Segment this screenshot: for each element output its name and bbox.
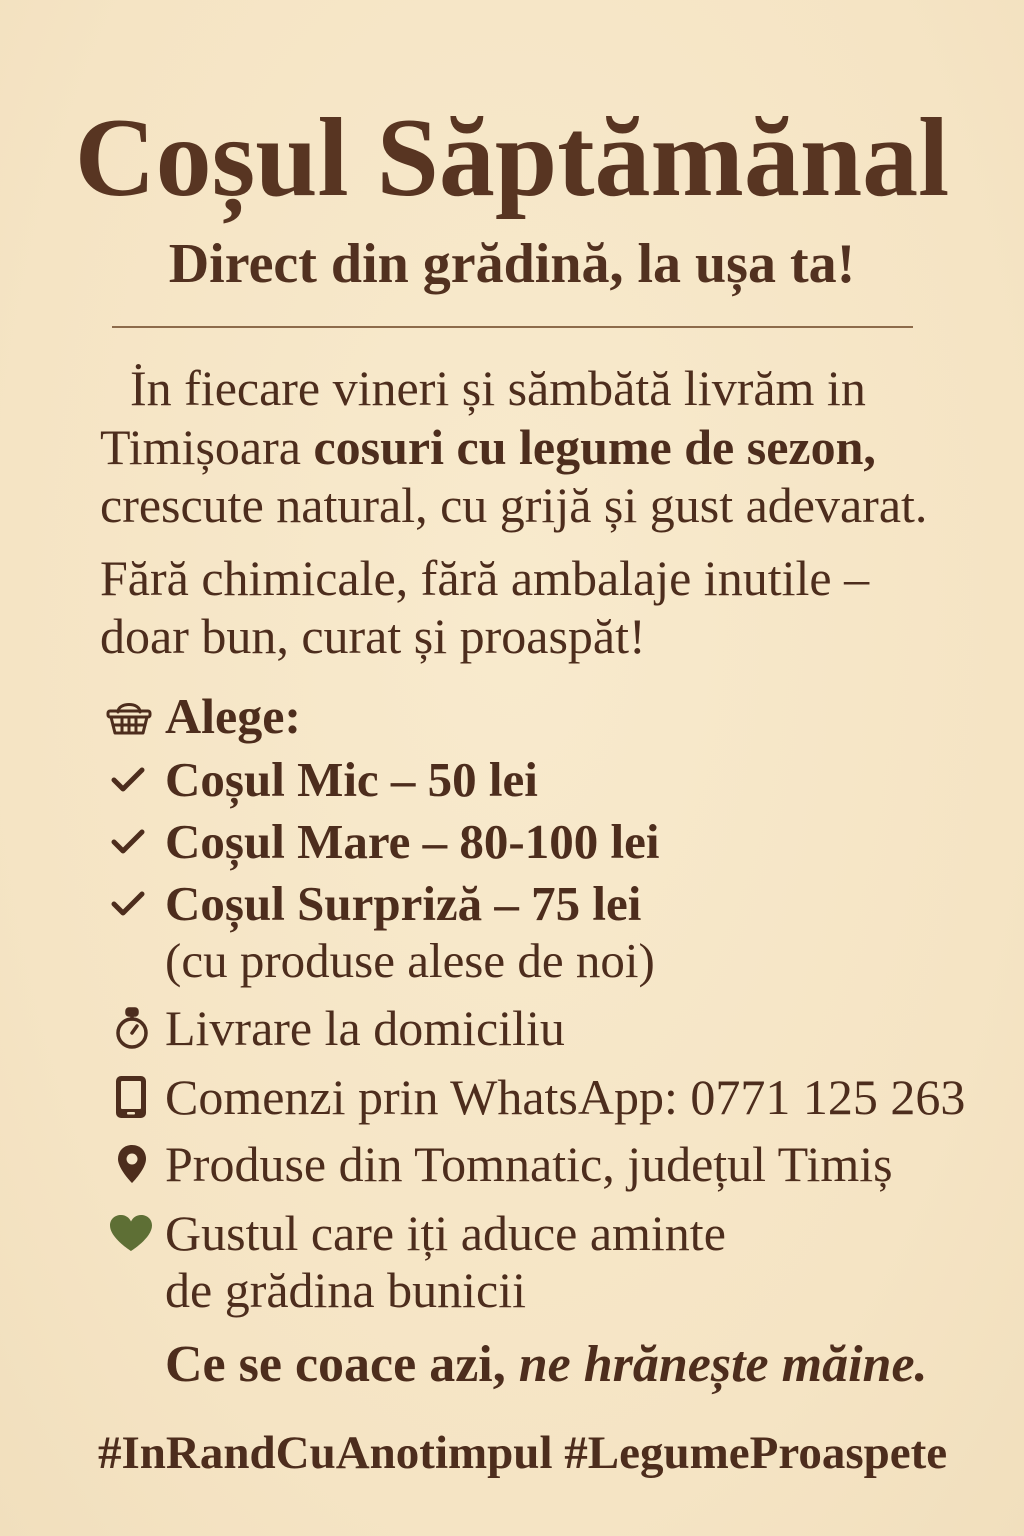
slogan: [165, 1336, 928, 1393]
intro-line-2: [100, 419, 876, 475]
location-pin-icon: [115, 1144, 149, 1184]
feature-taste-line-2: de grădina bunicii: [165, 1262, 526, 1318]
promise-line-1: Fără chimicale, fără ambalaje inutile –: [100, 550, 870, 606]
option-large-basket: Coșul Mare – 80-100 lei: [165, 814, 660, 869]
feature-taste-line-1: Gustul care iți aduce aminte: [165, 1205, 726, 1261]
intro-line-3: crescute natural, cu grijă și gust adevarat.: [100, 477, 928, 533]
option-surprise-basket: Coșul Surpriză – 75 lei: [165, 876, 642, 931]
page-title: Coșul Săptămănal: [74, 96, 950, 220]
option-small-basket: Coșul Mic – 50 lei: [165, 752, 538, 807]
page-subtitle: Direct din grădină, la ușa ta!: [168, 233, 856, 295]
checkmark-icon: [108, 825, 148, 857]
hashtags: #InRandCuAnotimpul #LegumeProaspete: [98, 1427, 948, 1479]
option-surprise-note: (cu produse alese de noi): [165, 933, 655, 988]
feature-origin: Produse din Tomnatic, județul Timiș: [165, 1136, 893, 1192]
feature-whatsapp-orders: Comenzi prin WhatsApp: 0771 125 263: [165, 1069, 966, 1125]
feature-delivery: Livrare la domiciliu: [165, 1000, 565, 1056]
slogan-emphasis: ne hrănește măine.: [518, 1336, 928, 1393]
intro-highlight: cosuri cu legume de sezon,: [313, 419, 876, 475]
intro-city: Timișoara: [100, 419, 314, 475]
checkmark-icon: [108, 763, 148, 795]
promise-line-2: doar bun, curat și proaspăt!: [100, 608, 646, 664]
options-heading: Alege:: [165, 688, 302, 744]
heart-icon: [108, 1213, 154, 1253]
intro-line-1: İn fiecare vineri și sămbătă livrăm in: [130, 360, 866, 416]
phone-icon: [115, 1075, 147, 1119]
slogan-start: Ce se coace azi,: [165, 1336, 519, 1393]
stopwatch-icon: [112, 1006, 152, 1050]
basket-icon: [104, 696, 154, 736]
divider: [112, 326, 913, 328]
checkmark-icon: [108, 887, 148, 919]
